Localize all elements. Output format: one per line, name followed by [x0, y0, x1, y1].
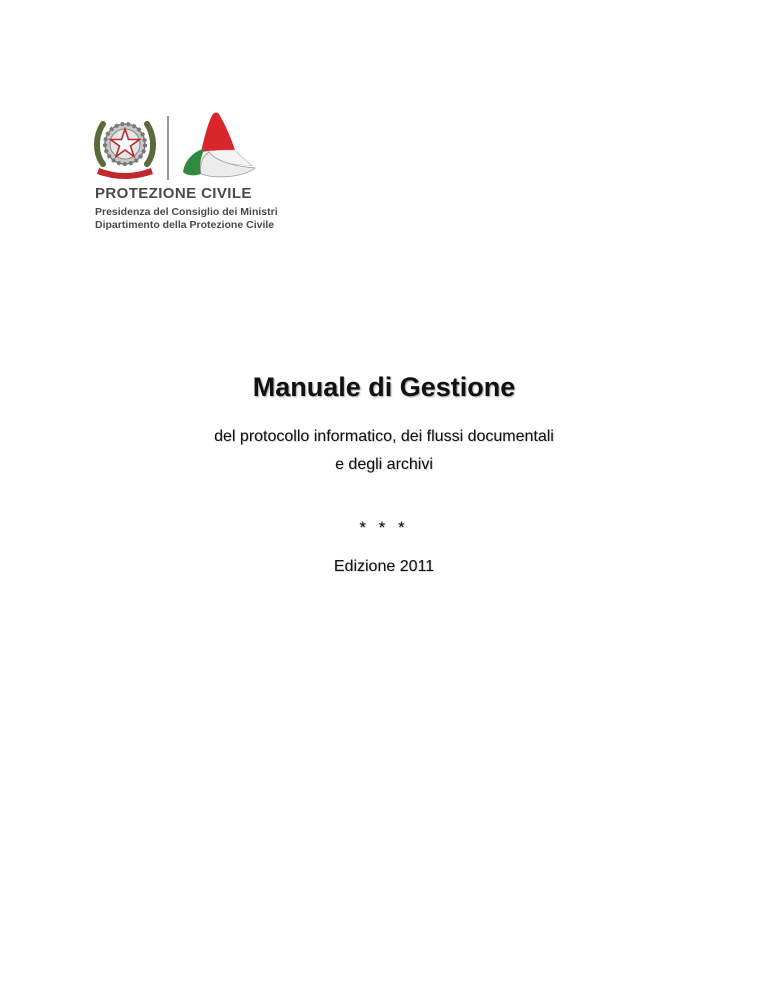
- italian-republic-emblem-icon: [93, 112, 157, 180]
- protezione-civile-tricolor-mark-icon: [175, 110, 261, 182]
- logo-line-department: Dipartimento della Protezione Civile: [95, 219, 275, 231]
- protezione-civile-logo: [93, 110, 283, 240]
- document-subtitle-line-2: e degli archivi: [335, 456, 433, 473]
- logo-divider: [167, 116, 169, 180]
- document-subtitle-line-1: del protocollo informatico, dei flussi documentali: [214, 428, 554, 445]
- section-separator: * * *: [359, 518, 409, 537]
- logo-line-presidency: Presidenza del Consiglio dei Ministri: [95, 206, 278, 218]
- document-title: Manuale di Gestione: [252, 372, 516, 402]
- logo-name: PROTEZIONE CIVILE: [95, 185, 252, 202]
- document-edition: Edizione 2011: [333, 558, 435, 575]
